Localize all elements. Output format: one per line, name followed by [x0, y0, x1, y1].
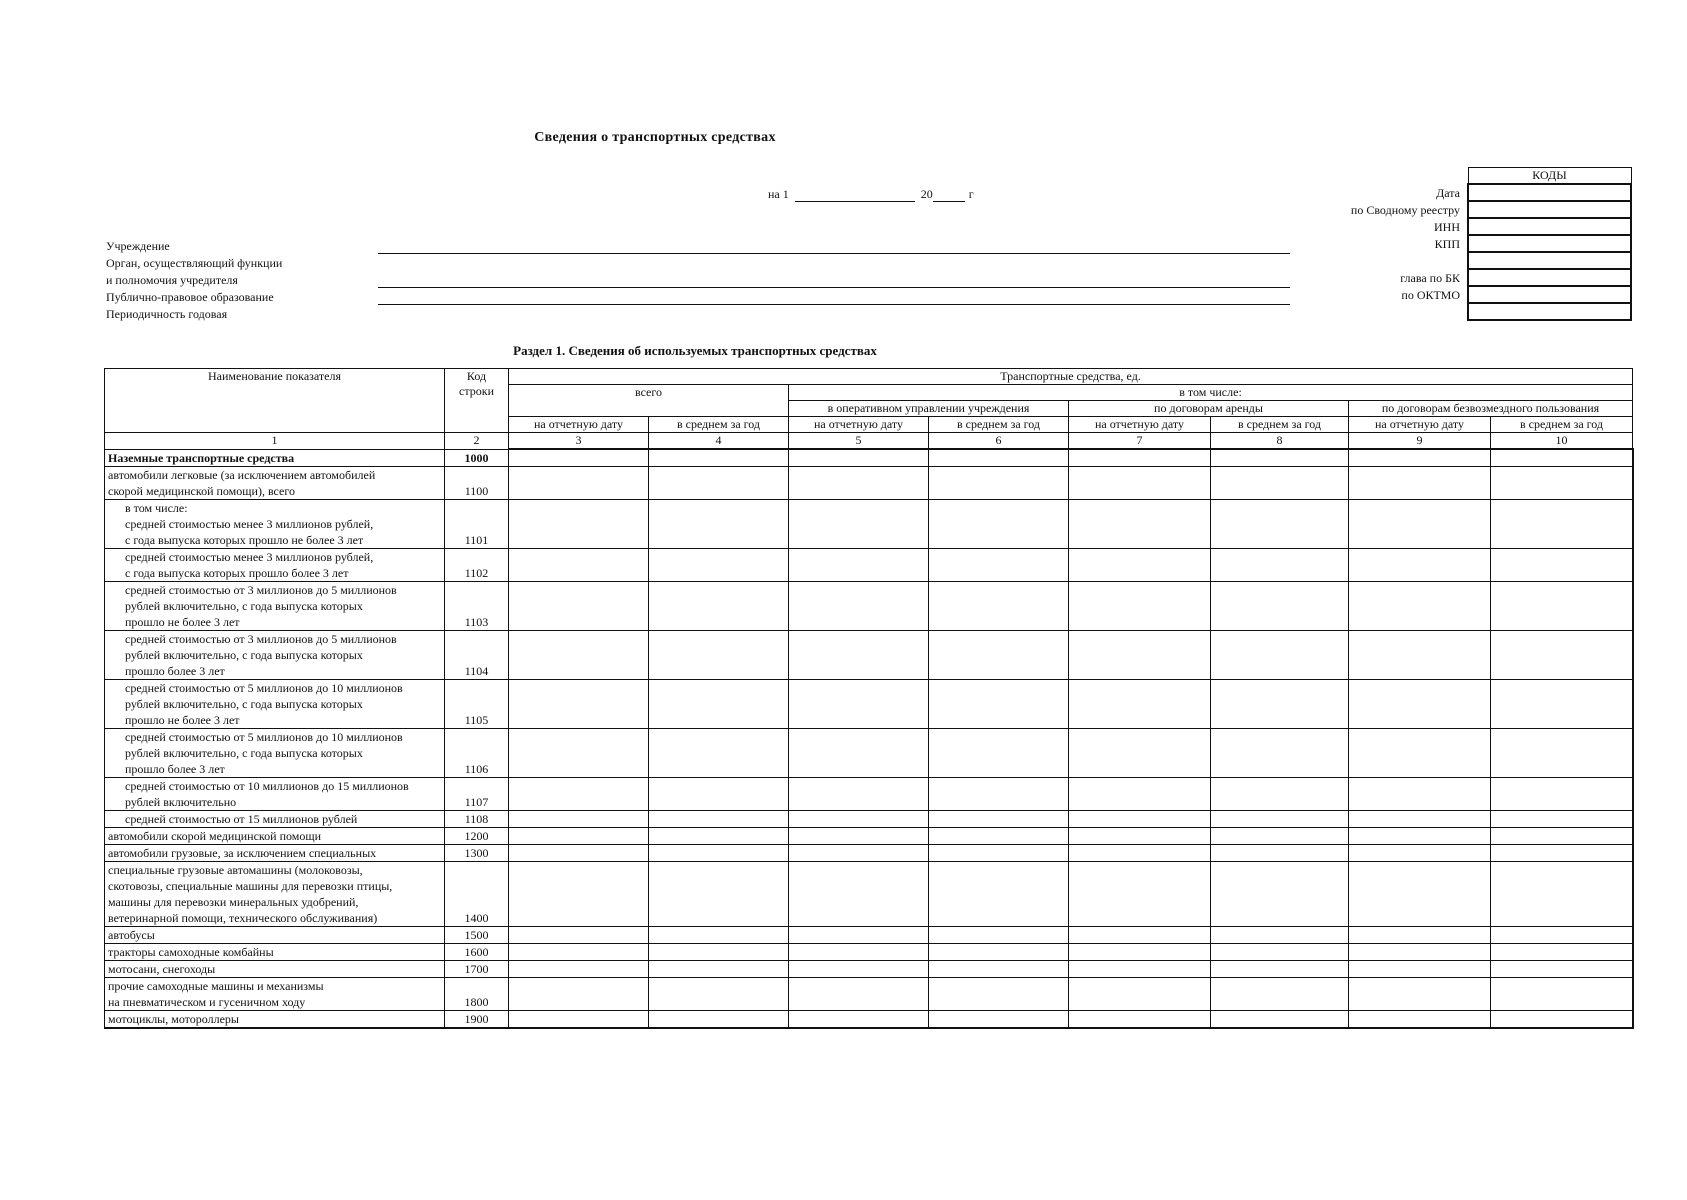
value-cell[interactable] — [1069, 861, 1211, 926]
header-at-date: на отчетную дату — [509, 417, 649, 433]
value-cell[interactable] — [1491, 728, 1633, 777]
row-name-line: в том числе: — [125, 500, 188, 515]
row-name-line: прошло не более 3 лет — [125, 712, 240, 727]
value-cell[interactable] — [1349, 728, 1491, 777]
value-cell[interactable] — [929, 926, 1069, 943]
row-name-line: ветеринарной помощи, технического обслуживания) — [108, 910, 378, 925]
row-name-line: средней стоимостью от 3 миллионов до 5 миллионов — [125, 582, 397, 597]
row-code: 1101 — [445, 499, 509, 548]
report-day-month-blank[interactable] — [795, 189, 915, 202]
value-cell[interactable] — [649, 679, 789, 728]
table-row — [105, 810, 1633, 827]
row-name-line: средней стоимостью от 5 миллионов до 10 миллионов — [125, 680, 403, 695]
value-cell[interactable] — [789, 926, 929, 943]
row-name-line: с года выпуска которых прошло не более 3 лет — [125, 532, 364, 547]
value-cell[interactable] — [649, 926, 789, 943]
table-row — [105, 466, 1633, 499]
value-cell[interactable] — [1491, 777, 1633, 810]
row-name — [105, 728, 445, 777]
row-name-line: Наземные транспортные средства — [108, 450, 295, 465]
value-cell[interactable] — [1349, 827, 1491, 844]
value-cell[interactable] — [929, 861, 1069, 926]
value-cell[interactable] — [649, 827, 789, 844]
row-code: 1107 — [445, 777, 509, 810]
value-cell[interactable] — [789, 581, 929, 630]
value-cell[interactable] — [509, 548, 649, 581]
value-cell[interactable] — [1069, 960, 1211, 977]
row-name-line: средней стоимостью от 10 миллионов до 15 миллионов — [125, 778, 409, 793]
row-name — [105, 926, 445, 943]
table-row — [105, 827, 1633, 844]
row-name-line: автомобили грузовые, за исключением специальных — [108, 845, 377, 860]
value-cell[interactable] — [1491, 861, 1633, 926]
value-cell[interactable] — [1349, 449, 1491, 466]
row-name — [105, 466, 445, 499]
header-name: Наименование показателя — [105, 369, 445, 433]
value-cell[interactable] — [649, 960, 789, 977]
value-cell[interactable] — [789, 943, 929, 960]
value-cell[interactable] — [649, 548, 789, 581]
value-cell[interactable] — [1211, 1010, 1349, 1028]
col-number: 3 — [509, 433, 649, 450]
row-code: 1500 — [445, 926, 509, 943]
row-code: 1100 — [445, 466, 509, 499]
value-cell[interactable] — [1491, 943, 1633, 960]
header-lease: по договорам аренды — [1069, 401, 1349, 417]
value-cell[interactable] — [1069, 728, 1211, 777]
code-blank-cell[interactable] — [1468, 252, 1631, 269]
value-cell[interactable] — [1069, 777, 1211, 810]
header-free-use: по договорам безвозмездного пользования — [1349, 401, 1633, 417]
row-code: 1400 — [445, 861, 509, 926]
value-cell[interactable] — [509, 499, 649, 548]
row-name-line: средней стоимостью от 15 миллионов рублей — [125, 811, 358, 826]
value-cell[interactable] — [1349, 977, 1491, 1010]
value-cell[interactable] — [789, 728, 929, 777]
value-cell[interactable] — [509, 1010, 649, 1028]
row-name — [105, 499, 445, 548]
value-cell[interactable] — [649, 943, 789, 960]
row-code: 1108 — [445, 810, 509, 827]
value-cell[interactable] — [1349, 1010, 1491, 1028]
value-cell[interactable] — [1069, 499, 1211, 548]
row-name-line: прошло более 3 лет — [125, 761, 225, 776]
value-cell[interactable] — [649, 630, 789, 679]
code-inn-cell[interactable] — [1468, 218, 1631, 235]
row-name-line: с года выпуска которых прошло более 3 лет — [125, 565, 349, 580]
table-row — [105, 728, 1633, 777]
value-cell[interactable] — [1211, 777, 1349, 810]
value-cell[interactable] — [1349, 466, 1491, 499]
value-cell[interactable] — [1211, 810, 1349, 827]
value-cell[interactable] — [1211, 679, 1349, 728]
value-cell[interactable] — [929, 960, 1069, 977]
row-name-line: прошло более 3 лет — [125, 663, 225, 678]
form-title: Сведения о транспортных средствах — [534, 130, 776, 145]
value-cell[interactable] — [509, 960, 649, 977]
col-number: 8 — [1211, 433, 1349, 450]
on-prefix: на 1 — [768, 187, 789, 201]
value-cell[interactable] — [789, 449, 929, 466]
value-cell[interactable] — [789, 499, 929, 548]
value-cell[interactable] — [1349, 926, 1491, 943]
value-cell[interactable] — [1491, 926, 1633, 943]
value-cell[interactable] — [649, 777, 789, 810]
value-cell[interactable] — [1491, 977, 1633, 1010]
value-cell[interactable] — [789, 777, 929, 810]
col-number: 2 — [445, 433, 509, 450]
value-cell[interactable] — [1491, 844, 1633, 861]
value-cell[interactable] — [1069, 548, 1211, 581]
row-code: 1600 — [445, 943, 509, 960]
row-name — [105, 844, 445, 861]
periodicity-label: Периодичность годовая — [106, 307, 228, 321]
value-cell[interactable] — [1491, 810, 1633, 827]
col-number: 9 — [1349, 433, 1491, 450]
value-cell[interactable] — [1491, 1010, 1633, 1028]
value-cell[interactable] — [789, 679, 929, 728]
col-number: 1 — [105, 433, 445, 450]
header-avg: в среднем за год — [1211, 417, 1349, 433]
value-cell[interactable] — [1069, 679, 1211, 728]
row-name — [105, 960, 445, 977]
value-cell[interactable] — [1069, 581, 1211, 630]
row-name-line: машины для перевозки минеральных удобрений, — [108, 894, 359, 909]
year-prefix: 20 — [920, 187, 933, 201]
row-code: 1106 — [445, 728, 509, 777]
value-cell[interactable] — [929, 630, 1069, 679]
value-cell[interactable] — [509, 977, 649, 1010]
header-total: всего — [509, 385, 789, 417]
header-vehicles: Транспортные средства, ед. — [509, 369, 1633, 385]
value-cell[interactable] — [789, 844, 929, 861]
row-code: 1300 — [445, 844, 509, 861]
value-cell[interactable] — [789, 466, 929, 499]
table-body — [105, 449, 1633, 1028]
header-code: Код строки — [445, 369, 509, 433]
row-code: 1700 — [445, 960, 509, 977]
report-year-blank[interactable] — [933, 189, 965, 202]
value-cell[interactable] — [789, 548, 929, 581]
value-cell[interactable] — [1069, 449, 1211, 466]
value-cell[interactable] — [929, 449, 1069, 466]
code-glava-bk-cell[interactable] — [1468, 269, 1631, 286]
value-cell[interactable] — [789, 810, 929, 827]
value-cell[interactable] — [1069, 844, 1211, 861]
value-cell[interactable] — [1211, 827, 1349, 844]
value-cell[interactable] — [1491, 466, 1633, 499]
value-cell[interactable] — [1211, 861, 1349, 926]
row-name — [105, 449, 445, 466]
glava-bk-label: глава по БК — [1400, 271, 1460, 285]
col-number: 7 — [1069, 433, 1211, 450]
value-cell[interactable] — [1211, 728, 1349, 777]
value-cell[interactable] — [929, 943, 1069, 960]
row-code: 1103 — [445, 581, 509, 630]
value-cell[interactable] — [1211, 466, 1349, 499]
value-cell[interactable] — [1491, 581, 1633, 630]
public-entity-line[interactable] — [378, 304, 1290, 305]
value-cell[interactable] — [929, 844, 1069, 861]
header-avg: в среднем за год — [929, 417, 1069, 433]
value-cell[interactable] — [1069, 827, 1211, 844]
code-periodicity-cell[interactable] — [1468, 303, 1631, 320]
table-row — [105, 679, 1633, 728]
value-cell[interactable] — [509, 926, 649, 943]
row-code: 1104 — [445, 630, 509, 679]
value-cell[interactable] — [509, 630, 649, 679]
organ-label-line1: Орган, осуществляющий функции — [106, 256, 283, 270]
value-cell[interactable] — [1069, 1010, 1211, 1028]
value-cell[interactable] — [509, 827, 649, 844]
header-including: в том числе: — [789, 385, 1633, 401]
value-cell[interactable] — [1491, 827, 1633, 844]
institution-line[interactable] — [378, 253, 1290, 254]
row-name-line: специальные грузовые автомашины (молоковозы, — [108, 862, 363, 877]
vehicles-table — [104, 368, 1634, 1029]
value-cell[interactable] — [649, 728, 789, 777]
col-number: 6 — [929, 433, 1069, 450]
row-name — [105, 810, 445, 827]
table-row — [105, 499, 1633, 548]
row-name-line: тракторы самоходные комбайны — [108, 944, 274, 959]
row-name-line: рублей включительно, с года выпуска которых — [125, 696, 363, 711]
table-row — [105, 581, 1633, 630]
code-date-cell[interactable] — [1468, 184, 1631, 201]
organ-line[interactable] — [378, 287, 1290, 288]
value-cell[interactable] — [509, 679, 649, 728]
value-cell[interactable] — [509, 943, 649, 960]
value-cell[interactable] — [1211, 581, 1349, 630]
registry-label: по Сводному реестру — [1350, 203, 1460, 217]
row-name-line: средней стоимостью от 3 миллионов до 5 миллионов — [125, 631, 397, 646]
row-name — [105, 581, 445, 630]
row-name — [105, 977, 445, 1010]
value-cell[interactable] — [509, 844, 649, 861]
value-cell[interactable] — [1349, 810, 1491, 827]
value-cell[interactable] — [509, 581, 649, 630]
value-cell[interactable] — [929, 777, 1069, 810]
row-name-line: мотоциклы, мотороллеры — [108, 1011, 239, 1026]
value-cell[interactable] — [649, 1010, 789, 1028]
oktmo-label: по ОКТМО — [1401, 288, 1460, 302]
row-name-line: рублей включительно, с года выпуска которых — [125, 647, 363, 662]
value-cell[interactable] — [789, 630, 929, 679]
value-cell[interactable] — [509, 466, 649, 499]
value-cell[interactable] — [929, 1010, 1069, 1028]
value-cell[interactable] — [929, 827, 1069, 844]
row-name-line: скорой медицинской помощи), всего — [108, 483, 295, 498]
value-cell[interactable] — [1491, 548, 1633, 581]
row-name-line: средней стоимостью менее 3 миллионов рублей, — [125, 516, 374, 531]
row-name-line: средней стоимостью от 5 миллионов до 10 миллионов — [125, 729, 403, 744]
value-cell[interactable] — [649, 466, 789, 499]
row-name — [105, 943, 445, 960]
code-kpp-cell[interactable] — [1468, 235, 1631, 252]
row-name — [105, 861, 445, 926]
row-name-line: рублей включительно, с года выпуска которых — [125, 745, 363, 760]
value-cell[interactable] — [649, 449, 789, 466]
header-at-date: на отчетную дату — [789, 417, 929, 433]
value-cell[interactable] — [1491, 630, 1633, 679]
row-code: 1800 — [445, 977, 509, 1010]
value-cell[interactable] — [1211, 926, 1349, 943]
value-cell[interactable] — [649, 499, 789, 548]
value-cell[interactable] — [1211, 548, 1349, 581]
value-cell[interactable] — [509, 777, 649, 810]
table-row — [105, 926, 1633, 943]
value-cell[interactable] — [929, 977, 1069, 1010]
codes-header: КОДЫ — [1468, 168, 1631, 185]
organ-label-line2: и полномочия учредителя — [106, 273, 238, 287]
row-name — [105, 630, 445, 679]
value-cell[interactable] — [509, 810, 649, 827]
value-cell[interactable] — [649, 810, 789, 827]
value-cell[interactable] — [929, 581, 1069, 630]
value-cell[interactable] — [1349, 777, 1491, 810]
row-name — [105, 679, 445, 728]
code-oktmo-cell[interactable] — [1468, 286, 1631, 303]
value-cell[interactable] — [649, 581, 789, 630]
public-entity-label: Публично-правовое образование — [106, 290, 274, 304]
col-number: 4 — [649, 433, 789, 450]
row-name — [105, 1010, 445, 1028]
value-cell[interactable] — [509, 449, 649, 466]
row-name-line: рублей включительно, с года выпуска которых — [125, 598, 363, 613]
header-avg: в среднем за год — [1491, 417, 1633, 433]
row-name-line: автомобили легковые (за исключением автомобилей — [108, 467, 376, 482]
col-number: 10 — [1491, 433, 1633, 450]
row-code: 1200 — [445, 827, 509, 844]
table-row — [105, 1010, 1633, 1028]
row-code: 1900 — [445, 1010, 509, 1028]
year-suffix: г — [968, 187, 974, 201]
value-cell[interactable] — [1349, 679, 1491, 728]
value-cell[interactable] — [1349, 630, 1491, 679]
value-cell[interactable] — [929, 499, 1069, 548]
value-cell[interactable] — [1491, 679, 1633, 728]
value-cell[interactable] — [1069, 630, 1211, 679]
row-name — [105, 827, 445, 844]
value-cell[interactable] — [1211, 844, 1349, 861]
value-cell[interactable] — [509, 861, 649, 926]
row-code: 1000 — [445, 449, 509, 466]
value-cell[interactable] — [1349, 581, 1491, 630]
value-cell[interactable] — [1491, 960, 1633, 977]
value-cell[interactable] — [789, 977, 929, 1010]
row-name-line: прошло не более 3 лет — [125, 614, 240, 629]
kpp-label: КПП — [1434, 237, 1460, 251]
value-cell[interactable] — [1491, 499, 1633, 548]
value-cell[interactable] — [789, 1010, 929, 1028]
col-number: 5 — [789, 433, 929, 450]
value-cell[interactable] — [1069, 466, 1211, 499]
value-cell[interactable] — [649, 977, 789, 1010]
header-avg: в среднем за год — [649, 417, 789, 433]
value-cell[interactable] — [649, 844, 789, 861]
value-cell[interactable] — [509, 728, 649, 777]
row-name-line: мотосани, снегоходы — [108, 961, 216, 976]
value-cell[interactable] — [1069, 943, 1211, 960]
table-row — [105, 844, 1633, 861]
section-title: Раздел 1. Сведения об используемых транспортных средствах — [513, 343, 877, 358]
value-cell[interactable] — [1069, 810, 1211, 827]
code-registry-cell[interactable] — [1468, 201, 1631, 218]
institution-label: Учреждение — [106, 239, 170, 253]
row-name-line: рублей включительно — [125, 794, 237, 809]
codes-box — [1467, 167, 1632, 321]
value-cell[interactable] — [789, 861, 929, 926]
header-operative: в оперативном управлении учреждения — [789, 401, 1069, 417]
value-cell[interactable] — [929, 679, 1069, 728]
value-cell[interactable] — [929, 728, 1069, 777]
value-cell[interactable] — [929, 548, 1069, 581]
table-row — [105, 943, 1633, 960]
value-cell[interactable] — [1349, 548, 1491, 581]
value-cell[interactable] — [1491, 449, 1633, 466]
value-cell[interactable] — [929, 810, 1069, 827]
date-label: Дата — [1436, 186, 1460, 200]
value-cell[interactable] — [1211, 449, 1349, 466]
value-cell[interactable] — [1349, 960, 1491, 977]
value-cell[interactable] — [789, 827, 929, 844]
table-row — [105, 449, 1633, 466]
header-at-date: на отчетную дату — [1069, 417, 1211, 433]
row-name-line: скотовозы, специальные машины для перевозки птицы, — [108, 878, 393, 893]
row-name-line: на пневматическом и гусеничном ходу — [108, 994, 306, 1009]
table-row — [105, 977, 1633, 1010]
value-cell[interactable] — [1069, 926, 1211, 943]
row-code: 1105 — [445, 679, 509, 728]
row-name-line: автобусы — [108, 927, 155, 942]
value-cell[interactable] — [789, 960, 929, 977]
row-name-line: средней стоимостью менее 3 миллионов рублей, — [125, 549, 374, 564]
value-cell[interactable] — [929, 466, 1069, 499]
row-name — [105, 548, 445, 581]
value-cell[interactable] — [1349, 844, 1491, 861]
value-cell[interactable] — [1069, 977, 1211, 1010]
table-row — [105, 960, 1633, 977]
row-name-line: автомобили скорой медицинской помощи — [108, 828, 322, 843]
value-cell[interactable] — [1211, 630, 1349, 679]
row-name — [105, 777, 445, 810]
table-row — [105, 630, 1633, 679]
value-cell[interactable] — [1349, 499, 1491, 548]
value-cell[interactable] — [649, 861, 789, 926]
value-cell[interactable] — [1211, 943, 1349, 960]
table-row — [105, 861, 1633, 926]
inn-label: ИНН — [1434, 220, 1460, 234]
value-cell[interactable] — [1349, 861, 1491, 926]
table-row — [105, 548, 1633, 581]
value-cell[interactable] — [1211, 960, 1349, 977]
table-row — [105, 777, 1633, 810]
row-name-line: прочие самоходные машины и механизмы — [108, 978, 324, 993]
row-code: 1102 — [445, 548, 509, 581]
value-cell[interactable] — [1211, 499, 1349, 548]
value-cell[interactable] — [1211, 977, 1349, 1010]
report-date-line — [768, 187, 974, 202]
value-cell[interactable] — [1349, 943, 1491, 960]
header-at-date: на отчетную дату — [1349, 417, 1491, 433]
